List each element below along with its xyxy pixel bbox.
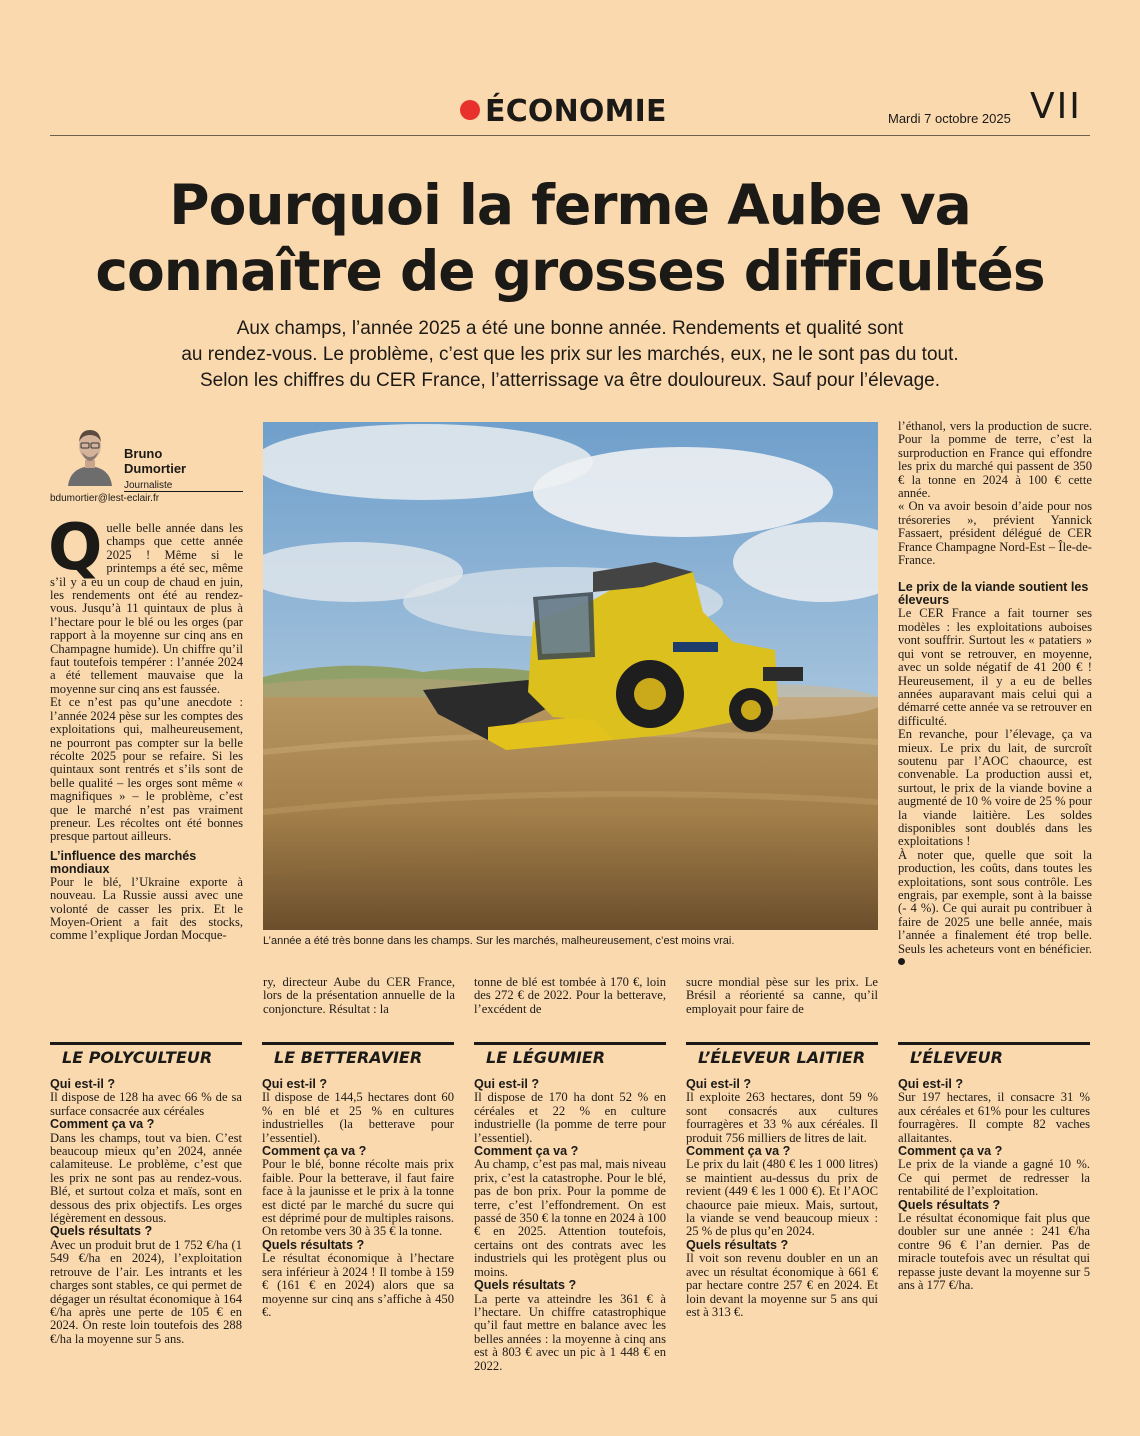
profile-box-betteravier: [262, 1042, 454, 1319]
issue-date: Mardi 7 octobre 2025: [888, 111, 1011, 126]
paragraph-text: uelle belle année dans les champs que cette année 2025 ! Même si le printemps a été sec, même s’il y a eu un coup de chaud en juin, les rendements ont été au rendez-vous. Jusqu’à 11 quintaux de plus à l’hectare pour le blé ou les orges (par rapport à la moyenne sur cinq ans en Champagne humide). Un chiffre qu’il faut toutefois tempérer : l’année 2024 a été tellement mauvaise que la moyenne sur cinq ans est faussée.: [50, 521, 243, 696]
box-answer: Dans les champs, tout va bien. C’est beaucoup mieux qu’en 2024, année calamiteuse. Le problème, c’est que les prix ne sont pas au rendez-vous. Blé, et surtout colza et maïs, sont en dessous des prix objectifs. Les orges légèrement en dessous.: [50, 1130, 242, 1226]
box-answer: La perte va atteindre les 361 € à l’hectare. Un chiffre catastrophique qu’il faut mettre en balance avec les belles années : la moyenne à cinq ans est à 803 € avec un pic à 1 448 € en 2022.: [474, 1291, 666, 1373]
article-column-4: [686, 976, 878, 1016]
standfirst-line: au rendez-vous. Le problème, c’est que les prix sur les marchés, eux, ne le sont pas du tout.: [181, 344, 959, 365]
box-question: Quels résultats ?: [262, 1237, 365, 1252]
paragraph: Et ce n’est pas qu’une anecdote : l’année 2024 pèse sur les comptes des exploitations qui, malheureusement, ne pourront pas compter sur la belle récolte 2025 pour se refaire. Si les quintaux sont rentrés et s’ils sont de belle qualité – les orges sont même « magnifiques » – le problème, c’est que le marché n’est pas vraiment preneur. Les récoltes ont été bonnes presque partout ailleurs.: [50, 695, 243, 844]
byline-divider: [124, 491, 243, 492]
box-title: LE BETTERAVIER: [262, 1042, 454, 1068]
section-label: ÉCONOMIE: [485, 94, 667, 129]
author-photo: [62, 424, 118, 486]
box-question: Comment ça va ?: [474, 1144, 579, 1159]
section-rubric: [460, 94, 667, 129]
box-answer: Il voit son revenu doubler en un an avec un résultat économique à 661 € par hectare contre 257 € en 2024. Et loin devant la moyenne sur 5 ans qui est à 313 €.: [686, 1251, 878, 1319]
page-header: [50, 86, 1090, 136]
box-question: Comment ça va ?: [898, 1144, 1003, 1159]
box-answer: Le résultat économique à l’hectare sera inférieur à 2024 ! Il tombe à 159 € (161 € en 2024) alors que sa moyenne sur cinq ans s’affiche à 450 €.: [262, 1251, 454, 1319]
paragraph: l’éthanol, vers la production de sucre. Pour la pomme de terre, c’est la surproduction en France qui effondre les prix du marché qui passent de 350 € la tonne en 2024 à 100 € cette année.: [898, 419, 1092, 501]
author-role: Journaliste: [124, 480, 173, 491]
box-body: [262, 1078, 454, 1319]
box-title: LE POLYCULTEUR: [50, 1042, 242, 1068]
box-question: Quels résultats ?: [686, 1237, 789, 1252]
box-question: Comment ça va ?: [50, 1117, 155, 1132]
article-column-5: [898, 420, 1092, 969]
dropcap: Q: [48, 511, 103, 585]
box-question: Qui est-il ?: [50, 1077, 116, 1091]
paragraph: « On va avoir besoin d’aide pour nos trésoreries », prévient Yannick Fassaert, président délégué de CER France Champagne Nord-Est – Île-de-France.: [898, 499, 1092, 568]
box-question: Quels résultats ?: [898, 1197, 1001, 1212]
box-body: [474, 1078, 666, 1373]
article-photo-combine-harvester: [263, 422, 878, 930]
box-question: Qui est-il ?: [686, 1077, 752, 1091]
red-dot-icon: [460, 100, 480, 120]
box-body: [898, 1078, 1090, 1293]
subheading: L’influence des marchés mondiaux: [50, 848, 197, 876]
paragraph: Le CER France a fait tourner ses modèles : les exploitations auboises vont souffrir. Surtout les « patatiers » qui vont se retrouver, en moyenne, avec un solde négatif de 41 200 € ! Heureusement, il y a eu de belles années auparavant mais celui qui a démarré cette année va se retrouver en difficulté.: [898, 606, 1092, 728]
author-name: Bruno Dumortier: [124, 446, 187, 476]
box-answer: Le résultat économique fait plus que doubler sur une année : 241 €/ha contre 96 € l’an dernier. Pas de miracle toutefois avec un résultat qui repasse juste devant la moyenne sur 5 ans à 177 €/ha.: [898, 1211, 1090, 1293]
paragraph-text: À noter que, quelle que soit la production, les coûts, dans toutes les exploitations, sont sous contrôle. Les engrais, par exemple, sont à la baisse (- 4 %). Ce qui aurait pu contribuer à faire de 2025 une belle année, mais l’année a finalement été trop belle. Seuls les acheteurs vont en bénéficier.: [898, 847, 1092, 956]
paragraph: [48, 511, 243, 696]
box-question: Comment ça va ?: [686, 1144, 791, 1159]
box-question: Qui est-il ?: [262, 1077, 328, 1091]
box-question: Qui est-il ?: [898, 1077, 964, 1091]
box-answer: Sur 197 hectares, il consacre 31 % aux céréales et 61% pour les cultures fourragères. Il compte 82 vaches allaitantes.: [898, 1090, 1090, 1145]
box-question: Quels résultats ?: [474, 1278, 577, 1293]
article-column-3: [474, 976, 666, 1016]
profile-box-polyculteur: [50, 1042, 242, 1346]
box-answer: Il dispose de 170 ha dont 52 % en céréales et 22 % en culture industrielle (la pomme de terre pour l’essentiel).: [474, 1090, 666, 1145]
paragraph: sucre mondial pèse sur les prix. Le Brésil a réorienté sa canne, qu’il employait pour faire de: [686, 975, 878, 1016]
paragraph: En revanche, pour l’élevage, ça va mieux. Le prix du lait, de surcroît soutenu par l’AOC chaource, est convenable. La production aussi et, surtout, le prix de la viande bovine a augmenté de 10 % voire de 25 % pour la viande laitière. Les soldes disponibles sont doublés dans les exploitations !: [898, 727, 1092, 849]
end-of-article-icon: [898, 958, 905, 965]
box-title: L’ÉLEVEUR LAITIER: [686, 1042, 878, 1068]
standfirst-line: Selon les chiffres du CER France, l’atterrissage va être douloureux. Sauf pour l’élevage.: [200, 370, 940, 391]
article-title: Pourquoi la ferme Aube va connaître de grosses difficultés: [95, 173, 1045, 303]
paragraph: Pour le blé, l’Ukraine exporte à nouveau. La Russie aussi avec une volonté de casser les prix. Et le Moyen-Orient a fait des stocks, comme l’explique Jordan Mocque-: [50, 874, 243, 943]
subheading: Le prix de la viande soutient les éleveurs: [898, 580, 1089, 608]
article-column-2: [263, 976, 455, 1016]
standfirst-line: Aux champs, l’année 2025 a été une bonne année. Rendements et qualité sont: [236, 318, 904, 339]
article-standfirst: [120, 316, 1020, 394]
box-answer: Il dispose de 128 ha avec 66 % de sa surface consacrée aux céréales: [50, 1090, 242, 1118]
box-answer: Le prix de la viande a gagné 10 %. Ce qui permet de redresser la rentabilité de l’exploitation.: [898, 1157, 1090, 1199]
author-email[interactable]: bdumortier@lest-eclair.fr: [50, 493, 160, 504]
box-answer: Au champ, c’est pas mal, mais niveau prix, c’est la catastrophe. Pour le blé, pas de bon prix. Pour la pomme de terre, c’est l’effondrement. On est passé de 350 € la tonne en 2024 à 100 € en 2025. Attention toutefois, certains ont des contrats avec les industriels qui les protègent plus ou moins.: [474, 1157, 666, 1279]
box-title: L’ÉLEVEUR: [898, 1042, 1090, 1068]
profile-box-eleveur-laitier: [686, 1042, 878, 1319]
page-folio: VII: [1030, 86, 1082, 127]
box-body: [686, 1078, 878, 1319]
box-question: Quels résultats ?: [50, 1224, 153, 1239]
box-answer: Il dispose de 144,5 hectares dont 60 % en blé et 25 % en cultures industrielles (la betterave pour l’essentiel).: [262, 1090, 454, 1145]
box-answer: Pour le blé, bonne récolte mais prix faible. Pour la betterave, il faut faire face à la jaunisse et le prix à la tonne est dicté par le marché du sucre qui est déprimé pour de multiples raisons. On retombe vers 30 à 35 € la tonne.: [262, 1157, 454, 1239]
box-title: LE LÉGUMIER: [474, 1042, 666, 1068]
photo-caption: L’année a été très bonne dans les champs. Sur les marchés, malheureusement, c’est moins vrai.: [263, 935, 735, 947]
box-answer: Avec un produit brut de 1 752 €/ha (1 549 €/ha en 2024), l’exploitation retrouve de l’air. Les intrants et les charges sont stables, ce qui permet de dégager un résultat économique à 164 €/ha après une perte de 105 € en 2024. On reste loin toutefois des 288 €/ha la moyenne sur 5 ans.: [50, 1237, 242, 1346]
box-question: Qui est-il ?: [474, 1077, 540, 1091]
box-answer: Le prix du lait (480 € les 1 000 litres) se maintient au-dessus du prix de revient (449 € les 1 000 €). Et l’AOC chaource paie mieux. Mais, surtout, la viande se vend beaucoup mieux : 25 % de plus qu’en 2024.: [686, 1157, 878, 1239]
box-answer: Il exploite 263 hectares, dont 59 % sont consacrés aux cultures fourragères et 33 % aux céréales. Il produit 756 milliers de litres de lait.: [686, 1090, 878, 1145]
box-question: Comment ça va ?: [262, 1144, 367, 1159]
paragraph: [898, 849, 1092, 970]
box-body: [50, 1078, 242, 1346]
profile-box-legumier: [474, 1042, 666, 1373]
paragraph: tonne de blé est tombée à 170 €, loin des 272 € de 2022. Pour la betterave, l’excédent de: [474, 975, 666, 1016]
profile-box-eleveur: [898, 1042, 1090, 1293]
paragraph: ry, directeur Aube du CER France, lors de la présentation annuelle de la conjoncture. Résultat : la: [263, 975, 455, 1016]
article-column-1: [48, 511, 243, 943]
